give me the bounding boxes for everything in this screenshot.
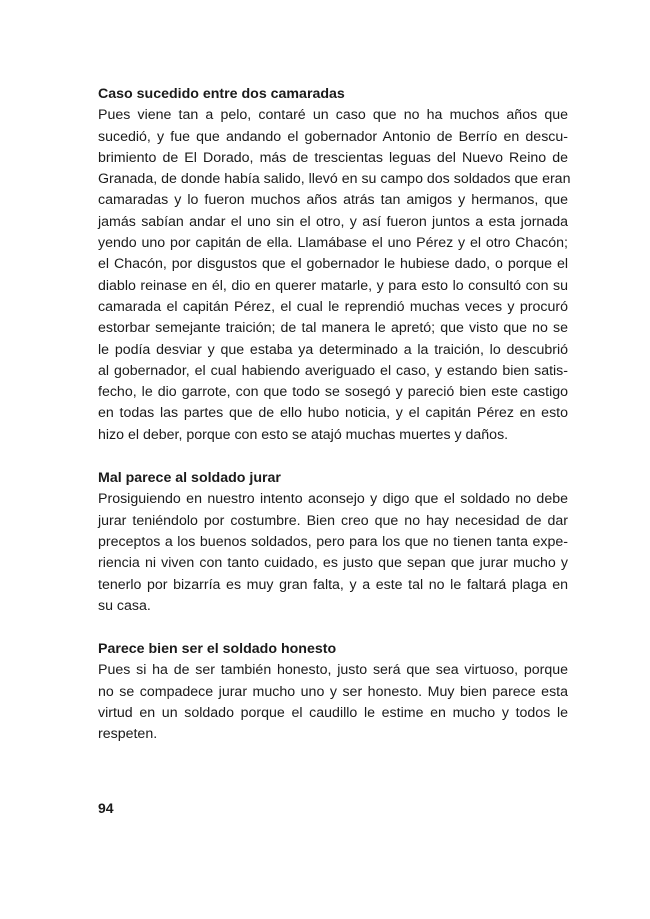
text-line: Pues viene tan a pelo, contaré un caso que no ha muchos años que xyxy=(98,107,568,124)
text-line: Pues si ha de ser también honesto, justo será que sea virtuoso, porque xyxy=(98,662,568,679)
text-line: tenerlo por bizarría es muy gran falta, y a este tal no le faltará plaga en xyxy=(98,576,568,593)
text-line: su casa. xyxy=(98,597,151,614)
section-paragraph xyxy=(98,489,568,617)
section-caso-sucedido xyxy=(98,84,571,446)
text-line: el Chacón, por disgustos que el gobernador le hubiese dado, o porque el xyxy=(98,256,568,273)
section-paragraph xyxy=(98,105,571,446)
text-line: le podía desviar y que estaba ya determinado a la traición, lo descubrió xyxy=(98,341,568,358)
text-line: respeten. xyxy=(98,726,158,743)
text-line: hizo el deber, porque con esto se atajó muchas muertes y daños. xyxy=(98,426,509,443)
text-line: al gobernador, el cual habiendo averiguado el caso, y estando bien satis- xyxy=(98,362,568,379)
page-number: 94 xyxy=(98,800,114,816)
text-line: sucedió, y fue que andando el gobernador Antonio de Berrío en descu- xyxy=(98,128,568,145)
text-line: yendo uno por capitán de ella. Llamábase el uno Pérez y el otro Chacón; xyxy=(98,235,568,252)
text-line: estorbar semejante traición; de tal manera le apretó; que visto que no se xyxy=(98,320,568,337)
section-parece-bien xyxy=(98,639,568,745)
text-line: jamás sabían andar el uno sin el otro, y así fueron juntos a esta jornada xyxy=(98,213,568,230)
section-heading: Caso sucedido entre dos camaradas xyxy=(98,86,345,102)
text-line: no se compadece jurar mucho uno y ser honesto. Muy bien parece esta xyxy=(98,683,568,700)
text-line: Prosiguiendo en nuestro intento aconsejo y digo que el soldado no debe xyxy=(98,491,568,508)
text-line: riencia ni viven con tanto cuidado, es justo que sepan que jurar mucho y xyxy=(98,555,568,572)
section-heading: Parece bien ser el soldado honesto xyxy=(98,641,337,658)
text-line: virtud en un soldado porque el caudillo le estime en mucho y todos le xyxy=(98,705,568,722)
text-line: en todas las partes que de ello hubo noticia, y el capitán Pérez en esto xyxy=(98,405,568,422)
page-body xyxy=(98,84,571,768)
text-line: preceptos a los buenos soldados, pero para los que no tienen tanta expe- xyxy=(98,533,568,550)
text-line: Granada, de donde había salido, llevó en su campo dos soldados que eran xyxy=(98,171,571,188)
section-paragraph xyxy=(98,660,568,745)
text-line: brimiento de El Dorado, más de trescientas leguas del Nuevo Reino de xyxy=(98,149,568,166)
text-line: jurar teniéndolo por costumbre. Bien creo que no hay necesidad de dar xyxy=(98,512,568,529)
text-line: camarada el capitán Pérez, el cual le reprendió muchas veces y procuró xyxy=(98,298,568,315)
text-line: fecho, le dio garrote, con que todo se sosegó y pareció bien este castigo xyxy=(98,384,568,401)
text-line: diablo reinase en él, dio en querer matarle, y para esto lo consultó con su xyxy=(98,277,568,294)
text-line: camaradas y lo fueron muchos años atrás tan amigos y hermanos, que xyxy=(98,192,568,209)
section-mal-parece xyxy=(98,468,568,617)
section-heading: Mal parece al soldado jurar xyxy=(98,470,281,487)
